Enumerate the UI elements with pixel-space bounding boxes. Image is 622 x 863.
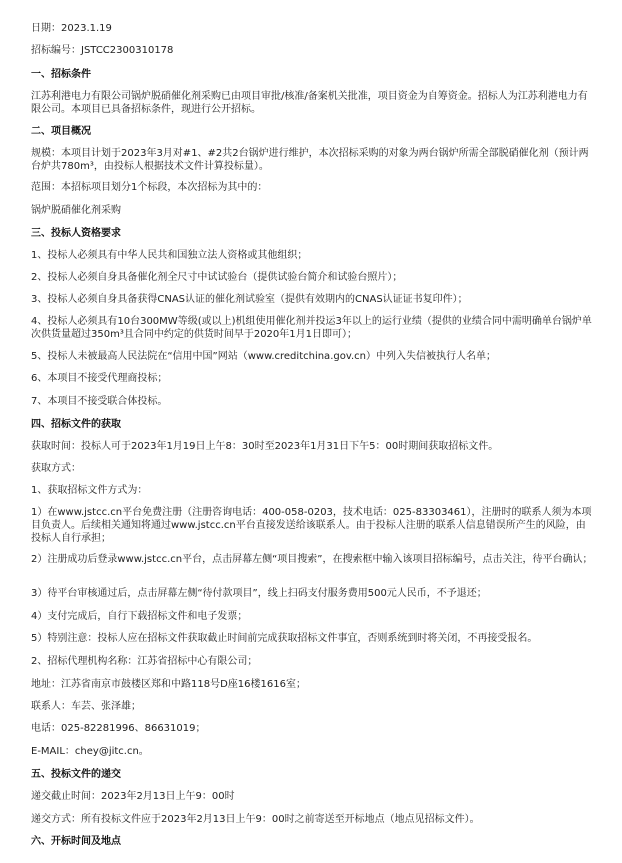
qualification-item: 4、投标人必须具有10台300MW等级(或以上)机组使用催化剂并投运3年以上的运行业绩（提供的业绩合同中需明确单台锅炉单次供货量超过350m³且合同中约定的供货时间早于2020年1月1日即可）； (31, 316, 592, 340)
qualification-item: 1、投标人必须具有中华人民共和国独立法人资格或其他组织； (31, 250, 308, 261)
acquisition-method-label: 获取方式： (31, 463, 81, 474)
qualification-item: 3、投标人必须自身具备获得CNAS认证的催化剂试验室（提供有效期内的CNAS认证证书复印件）； (31, 294, 468, 305)
submission-method: 递交方式：所有投标文件应于2023年2月13日上午9：00时之前寄送至开标地点（地点见招标文件）。 (31, 814, 480, 825)
section-5-heading: 五、投标文件的递交 (31, 769, 121, 780)
qualification-item: 5、投标人未被最高人民法院在“信用中国”网站（www.creditchina.gov.cn）中列入失信被执行人名单； (31, 351, 496, 362)
section-1-heading: 一、招标条件 (31, 69, 91, 80)
announcement-date: 日期：2023.1.19 (31, 23, 112, 34)
acquisition-step: 3）待平台审核通过后，点击屏幕左侧“待付款项目”，线上扫码支付服务费用500元人民币，不予退还； (31, 588, 487, 599)
tender-conditions-text: 江苏利港电力有限公司锅炉脱硝催化剂采购已由项目审批/核准/备案机关批准，项目资金为自筹资金。招标人为江苏利港电力有限公司。本项目已具备招标条件，现进行公开招标。 (31, 91, 588, 115)
project-scope-text: 范围：本招标项目划分1个标段，本次招标为其中的： (31, 182, 268, 193)
bid-number: 招标编号：JSTCC2300310178 (31, 45, 174, 56)
acquisition-step: 2）注册成功后登录www.jstcc.cn平台，点击屏幕左侧“项目搜索”，在搜索框中输入该项目招标编号，点击关注，待平台确认； (31, 554, 593, 565)
lot-name: 锅炉脱硝催化剂采购 (31, 205, 121, 216)
agency-contact: 联系人：车芸、张泽雄； (31, 701, 141, 712)
section-2-heading: 二、项目概况 (31, 126, 91, 137)
section-6-heading: 六、开标时间及地点 (31, 836, 121, 847)
project-scale-text: 规模：本项目计划于2023年3月对#1、#2共2台锅炉进行维护，本次招标采购的对象为两台锅炉所需全部脱硝催化剂（预计两台炉共780m³，由投标人根据技术文件计算投标量）。 (31, 148, 589, 172)
agency-name: 2、招标代理机构名称：江苏省招标中心有限公司； (31, 656, 258, 667)
acquisition-step: 1）在www.jstcc.cn平台免费注册（注册咨询电话：400-058-0203，技术电话：025-83303461），注册时的联系人须为本项目负责人。后续相关通知将通过www.jstcc.cn平台直接发送给该联系人。由于投标人注册的联系人信息错误所产生的风险，由投标人自行承担； (31, 507, 592, 544)
agency-email: E-MAIL：chey@jitc.cn。 (31, 746, 149, 757)
agency-phone: 电话：025-82281996、86631019； (31, 723, 206, 734)
acquisition-step: 5）特别注意：投标人应在招标文件获取截止时间前完成获取招标文件事宜，否则系统到时将关闭，不再接受报名。 (31, 633, 538, 644)
qualification-item: 7、本项目不接受联合体投标。 (31, 396, 168, 407)
agency-address: 地址：江苏省南京市鼓楼区郑和中路118号D座16楼1616室； (31, 679, 306, 690)
submission-deadline: 递交截止时间：2023年2月13日上午9：00时 (31, 791, 235, 802)
acquisition-time: 获取时间：投标人可于2023年1月19日上午8：30时至2023年1月31日下午5：00时期间获取招标文件。 (31, 441, 499, 452)
acquisition-step: 4）支付完成后，自行下载招标文件和电子发票； (31, 611, 248, 622)
section-4-heading: 四、招标文件的获取 (31, 419, 121, 430)
qualification-item: 6、本项目不接受代理商投标； (31, 373, 168, 384)
acquisition-subheading: 1、获取招标文件方式为： (31, 485, 148, 496)
qualification-item: 2、投标人必须自身具备催化剂全尺寸中试试验台（提供试验台简介和试验台照片）； (31, 272, 403, 283)
section-3-heading: 三、投标人资格要求 (31, 228, 121, 239)
